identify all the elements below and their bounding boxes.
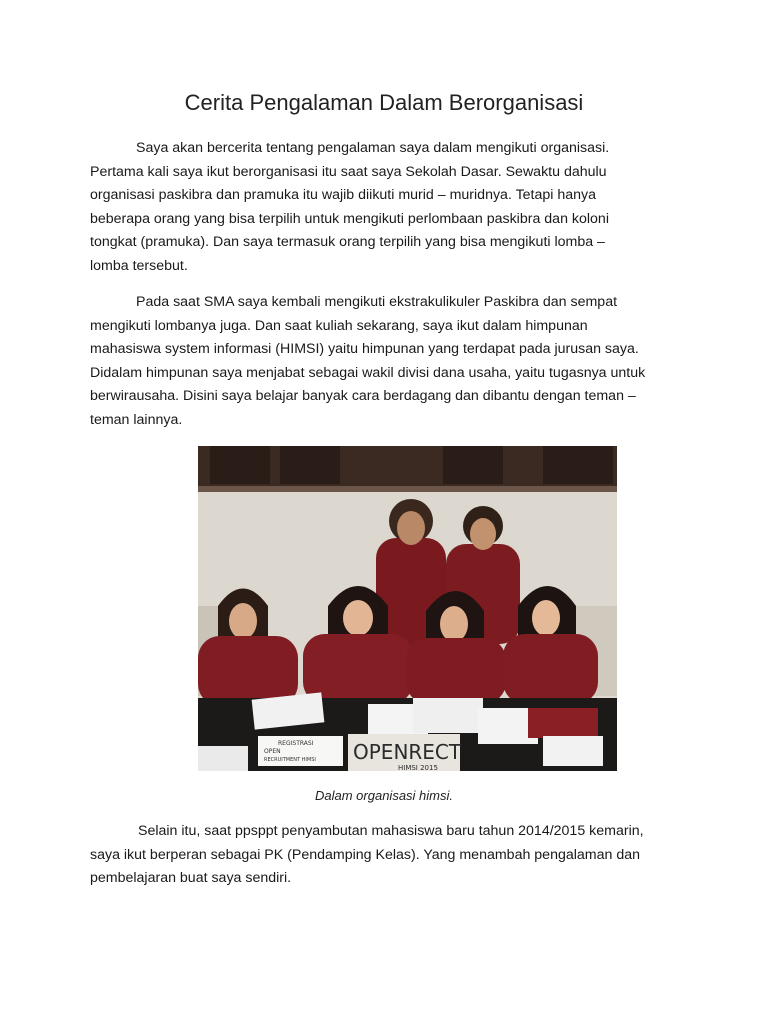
- paragraph-line: Pertama kali saya ikut berorganisasi itu saat saya Sekolah Dasar. Sewaktu dahulu: [90, 163, 607, 180]
- paragraph-3: [90, 820, 690, 891]
- paragraph-line: saya ikut berperan sebagai PK (Pendamping Kelas). Yang menambah pengalaman dan: [90, 846, 640, 863]
- photo-caption: Dalam organisasi himsi.: [315, 788, 453, 803]
- paragraph-line: mahasiswa system informasi (HIMSI) yaitu himpunan yang terdapat pada jurusan saya.: [90, 341, 639, 358]
- sign-text: OPENRECT: [353, 740, 462, 764]
- paragraph-line: beberapa orang yang bisa terpilih untuk mengikuti perlombaan paskibra dan koloni: [90, 210, 609, 227]
- card-line-2: OPEN: [264, 748, 281, 755]
- paragraph-line: pembelajaran buat saya sendiri.: [90, 870, 292, 887]
- paragraph-line: tongkat (pramuka). Dan saya termasuk orang terpilih yang bisa mengikuti lomba –: [90, 234, 605, 251]
- group-photo: [198, 446, 617, 771]
- paragraph-line: berwirausaha. Disini saya belajar banyak cara berdagang dan dibantu dengan teman –: [90, 388, 636, 405]
- paragraph-line: lomba tersebut.: [90, 257, 188, 274]
- paragraph-line: organisasi paskibra dan pramuka itu wajib diikuti murid – muridnya. Tetapi hanya: [90, 187, 597, 204]
- paragraph-line: mengikuti lombanya juga. Dan saat kuliah sekarang, saya ikut dalam himpunan: [90, 317, 588, 334]
- card-line-3: RECRUITMENT HIMSI: [264, 757, 316, 763]
- paragraph-line: Selain itu, saat ppsppt penyambutan mahasiswa baru tahun 2014/2015 kemarin,: [138, 823, 644, 839]
- paragraph-line: Pada saat SMA saya kembali mengikuti ekstrakulikuler Paskibra dan sempat: [136, 294, 618, 310]
- sign-subtext: HIMSI 2015: [398, 764, 438, 771]
- card-line-1: REGISTRASI: [278, 740, 314, 747]
- paragraph-2: [90, 291, 690, 433]
- paragraph-1: [90, 137, 690, 279]
- page-title: Cerita Pengalaman Dalam Berorganisasi: [184, 90, 584, 115]
- paragraph-line: teman lainnya.: [90, 411, 183, 428]
- paragraph-line: Didalam himpunan saya menjabat sebagai wakil divisi dana usaha, yaitu tugasnya untuk: [90, 364, 646, 381]
- paragraph-line: Saya akan bercerita tentang pengalaman saya dalam mengikuti organisasi.: [136, 140, 610, 156]
